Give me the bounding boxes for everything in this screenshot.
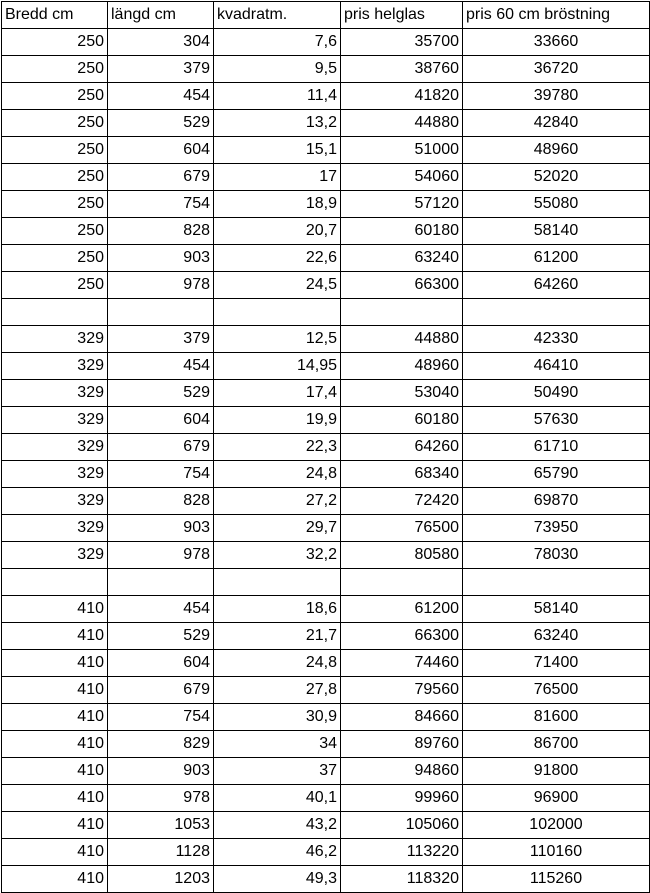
cell-bredd: 410 [2,812,108,839]
cell-pris-brostning: 86700 [463,731,650,758]
cell-pris-helglas: 94860 [341,758,463,785]
cell-langd: 903 [108,515,214,542]
cell-langd: 679 [108,164,214,191]
header-row [2,2,650,29]
cell-bredd: 410 [2,731,108,758]
cell-bredd: 410 [2,596,108,623]
cell-langd: 978 [108,272,214,299]
cell-pris-helglas [341,299,463,326]
cell-pris-helglas: 113220 [341,839,463,866]
cell-langd: 1203 [108,866,214,893]
header-pris-brostning: pris 60 cm bröstning [463,2,650,29]
cell-pris-brostning: 61200 [463,245,650,272]
cell-kvadratm: 18,6 [214,596,341,623]
cell-pris-brostning: 63240 [463,623,650,650]
cell-kvadratm: 40,1 [214,785,341,812]
cell-bredd: 410 [2,785,108,812]
cell-bredd: 329 [2,353,108,380]
cell-kvadratm: 22,3 [214,434,341,461]
table-row [2,434,650,461]
cell-pris-helglas: 66300 [341,623,463,650]
cell-pris-helglas: 89760 [341,731,463,758]
cell-bredd: 329 [2,326,108,353]
table-row [2,866,650,893]
cell-pris-brostning: 81600 [463,704,650,731]
cell-pris-helglas: 35700 [341,29,463,56]
table-row [2,704,650,731]
cell-langd: 754 [108,704,214,731]
cell-langd: 903 [108,758,214,785]
cell-pris-brostning: 55080 [463,191,650,218]
cell-kvadratm: 32,2 [214,542,341,569]
cell-bredd [2,299,108,326]
cell-pris-helglas: 38760 [341,56,463,83]
cell-kvadratm: 24,8 [214,461,341,488]
cell-bredd: 410 [2,758,108,785]
cell-bredd: 329 [2,461,108,488]
table-row [2,299,650,326]
table-row [2,569,650,596]
cell-kvadratm: 17,4 [214,380,341,407]
cell-bredd: 250 [2,164,108,191]
cell-pris-brostning: 115260 [463,866,650,893]
table-row [2,677,650,704]
cell-pris-helglas [341,569,463,596]
cell-langd: 304 [108,29,214,56]
price-table [1,1,650,893]
cell-kvadratm: 11,4 [214,83,341,110]
cell-pris-helglas: 68340 [341,461,463,488]
cell-pris-brostning: 91800 [463,758,650,785]
cell-pris-helglas: 54060 [341,164,463,191]
cell-pris-brostning: 39780 [463,83,650,110]
table-row [2,191,650,218]
cell-langd: 529 [108,380,214,407]
cell-pris-helglas: 84660 [341,704,463,731]
cell-pris-helglas: 63240 [341,245,463,272]
cell-bredd: 410 [2,704,108,731]
table-row [2,137,650,164]
cell-bredd: 410 [2,623,108,650]
table-row [2,758,650,785]
cell-pris-brostning: 61710 [463,434,650,461]
cell-langd: 454 [108,83,214,110]
cell-pris-brostning: 78030 [463,542,650,569]
cell-langd: 379 [108,56,214,83]
cell-langd: 828 [108,488,214,515]
cell-kvadratm: 9,5 [214,56,341,83]
cell-pris-brostning: 42330 [463,326,650,353]
table-row [2,650,650,677]
table-row [2,623,650,650]
table-row [2,218,650,245]
cell-pris-brostning: 65790 [463,461,650,488]
cell-langd: 754 [108,191,214,218]
cell-kvadratm: 34 [214,731,341,758]
table-row [2,488,650,515]
cell-pris-brostning: 102000 [463,812,650,839]
cell-bredd: 250 [2,29,108,56]
cell-bredd: 329 [2,380,108,407]
cell-pris-brostning: 58140 [463,218,650,245]
cell-pris-helglas: 60180 [341,407,463,434]
cell-kvadratm: 27,2 [214,488,341,515]
cell-bredd: 410 [2,866,108,893]
cell-pris-helglas: 66300 [341,272,463,299]
cell-pris-brostning: 57630 [463,407,650,434]
cell-pris-helglas: 61200 [341,596,463,623]
cell-pris-brostning: 50490 [463,380,650,407]
cell-pris-helglas: 72420 [341,488,463,515]
table-row [2,56,650,83]
header-pris-helglas: pris helglas [341,2,463,29]
cell-pris-brostning: 76500 [463,677,650,704]
table-row [2,839,650,866]
cell-langd: 829 [108,731,214,758]
cell-pris-helglas: 57120 [341,191,463,218]
cell-kvadratm: 43,2 [214,812,341,839]
table-row [2,731,650,758]
header-bredd: Bredd cm [2,2,108,29]
cell-kvadratm: 37 [214,758,341,785]
cell-pris-brostning: 58140 [463,596,650,623]
cell-kvadratm: 29,7 [214,515,341,542]
cell-kvadratm: 27,8 [214,677,341,704]
cell-langd: 604 [108,650,214,677]
cell-kvadratm: 13,2 [214,110,341,137]
cell-langd: 754 [108,461,214,488]
cell-pris-helglas: 118320 [341,866,463,893]
cell-langd [108,299,214,326]
cell-pris-helglas: 44880 [341,110,463,137]
cell-pris-brostning: 73950 [463,515,650,542]
cell-bredd: 250 [2,110,108,137]
cell-kvadratm: 15,1 [214,137,341,164]
cell-langd: 1053 [108,812,214,839]
cell-langd: 978 [108,785,214,812]
cell-pris-brostning: 33660 [463,29,650,56]
table-row [2,83,650,110]
cell-pris-helglas: 74460 [341,650,463,677]
cell-pris-brostning: 110160 [463,839,650,866]
cell-langd: 454 [108,596,214,623]
cell-pris-helglas: 41820 [341,83,463,110]
header-langd: längd cm [108,2,214,29]
header-kvadratm: kvadratm. [214,2,341,29]
table-row [2,272,650,299]
table-row [2,785,650,812]
cell-langd: 604 [108,407,214,434]
cell-bredd: 329 [2,542,108,569]
cell-pris-brostning [463,569,650,596]
cell-kvadratm: 49,3 [214,866,341,893]
cell-pris-helglas: 44880 [341,326,463,353]
cell-kvadratm [214,569,341,596]
cell-bredd: 250 [2,83,108,110]
cell-langd: 679 [108,434,214,461]
table-body [2,29,650,893]
cell-bredd: 410 [2,839,108,866]
cell-bredd: 250 [2,272,108,299]
table-row [2,515,650,542]
cell-pris-helglas: 64260 [341,434,463,461]
table-row [2,29,650,56]
cell-pris-brostning: 71400 [463,650,650,677]
cell-pris-helglas: 80580 [341,542,463,569]
cell-pris-helglas: 76500 [341,515,463,542]
cell-kvadratm: 20,7 [214,218,341,245]
cell-bredd: 329 [2,434,108,461]
cell-pris-brostning: 48960 [463,137,650,164]
table-row [2,110,650,137]
cell-kvadratm: 30,9 [214,704,341,731]
table-row [2,596,650,623]
cell-kvadratm: 19,9 [214,407,341,434]
cell-kvadratm: 7,6 [214,29,341,56]
table-row [2,164,650,191]
cell-bredd: 250 [2,191,108,218]
cell-pris-brostning: 46410 [463,353,650,380]
table-row [2,812,650,839]
cell-pris-brostning: 36720 [463,56,650,83]
cell-bredd: 329 [2,488,108,515]
cell-kvadratm [214,299,341,326]
cell-pris-helglas: 105060 [341,812,463,839]
cell-kvadratm: 14,95 [214,353,341,380]
cell-kvadratm: 18,9 [214,191,341,218]
cell-pris-helglas: 99960 [341,785,463,812]
cell-bredd: 250 [2,245,108,272]
cell-pris-helglas: 51000 [341,137,463,164]
cell-pris-helglas: 48960 [341,353,463,380]
cell-langd [108,569,214,596]
cell-kvadratm: 24,5 [214,272,341,299]
cell-langd: 828 [108,218,214,245]
cell-bredd: 250 [2,56,108,83]
cell-kvadratm: 22,6 [214,245,341,272]
cell-bredd: 250 [2,137,108,164]
cell-kvadratm: 46,2 [214,839,341,866]
cell-langd: 529 [108,623,214,650]
cell-pris-brostning [463,299,650,326]
table-row [2,245,650,272]
table-row [2,380,650,407]
cell-kvadratm: 24,8 [214,650,341,677]
cell-kvadratm: 12,5 [214,326,341,353]
cell-langd: 454 [108,353,214,380]
cell-bredd: 410 [2,677,108,704]
cell-pris-brostning: 96900 [463,785,650,812]
cell-langd: 1128 [108,839,214,866]
cell-bredd: 329 [2,515,108,542]
cell-langd: 978 [108,542,214,569]
cell-pris-brostning: 42840 [463,110,650,137]
table-row [2,326,650,353]
cell-bredd: 329 [2,407,108,434]
cell-pris-helglas: 53040 [341,380,463,407]
cell-pris-helglas: 60180 [341,218,463,245]
cell-langd: 379 [108,326,214,353]
table-row [2,407,650,434]
cell-langd: 529 [108,110,214,137]
cell-bredd [2,569,108,596]
cell-langd: 903 [108,245,214,272]
cell-pris-brostning: 64260 [463,272,650,299]
table-row [2,542,650,569]
cell-langd: 604 [108,137,214,164]
cell-pris-helglas: 79560 [341,677,463,704]
cell-bredd: 410 [2,650,108,677]
cell-pris-brostning: 69870 [463,488,650,515]
cell-langd: 679 [108,677,214,704]
table-row [2,353,650,380]
cell-pris-brostning: 52020 [463,164,650,191]
table-row [2,461,650,488]
cell-kvadratm: 21,7 [214,623,341,650]
cell-kvadratm: 17 [214,164,341,191]
cell-bredd: 250 [2,218,108,245]
